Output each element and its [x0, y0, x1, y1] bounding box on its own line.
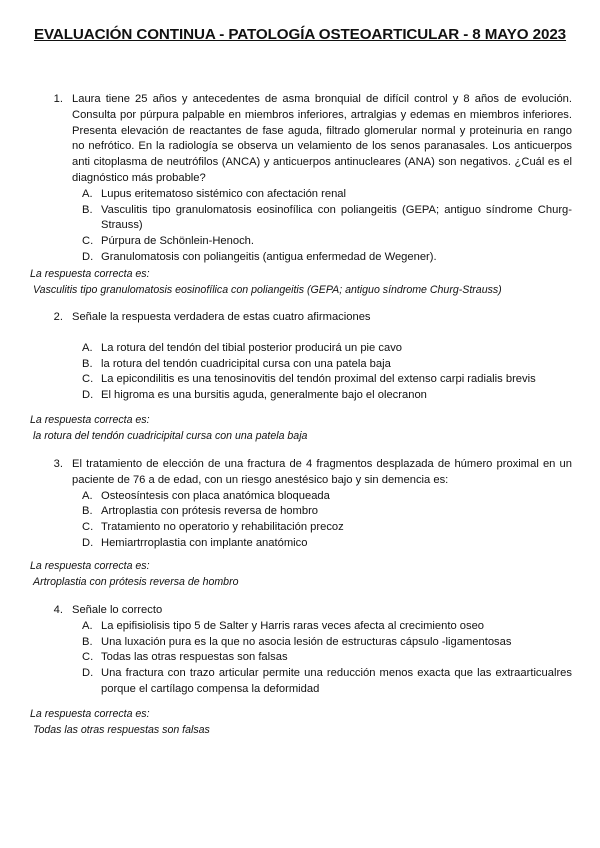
- question-stem: [30, 457, 572, 489]
- question-2: [30, 310, 572, 404]
- option-d: [82, 250, 572, 266]
- option-letter: B.: [82, 203, 93, 216]
- answer-block-2: [30, 412, 590, 444]
- answer-text: Vasculitis tipo granulomatosis eosinofílica con poliangeitis (GEPA; antiguo síndrome Churg-Strauss): [33, 284, 502, 296]
- option-text: Tratamiento no operatorio y rehabilitación precoz: [101, 521, 344, 534]
- option-letter: D.: [82, 667, 94, 680]
- question-text: El tratamiento de elección de una fractura de 4 fragmentos desplazada de húmero proximal en un paciente de 76 a de edad, con un riesgo anestésico bajo y sin demencia es:: [72, 458, 572, 486]
- option-c: [82, 520, 572, 536]
- option-letter: B.: [82, 635, 93, 648]
- option-letter: C.: [82, 651, 94, 664]
- option-letter: A.: [82, 619, 93, 632]
- option-a: [82, 187, 572, 203]
- option-c: [82, 650, 572, 666]
- question-text: Señale lo correcto: [72, 604, 163, 616]
- option-letter: D.: [82, 389, 94, 402]
- question-number: 2.: [53, 311, 63, 323]
- option-text: Hemiartrroplastia con implante anatómico: [101, 536, 308, 549]
- option-letter: C.: [82, 521, 94, 534]
- option-b: [82, 203, 572, 235]
- option-text: Vasculitis tipo granulomatosis eosinofílica con poliangeitis (GEPA; antiguo síndrome Churg-Strauss): [101, 203, 572, 232]
- options-list: [82, 619, 572, 698]
- answer-block-4: [30, 706, 590, 738]
- option-a: [82, 489, 572, 505]
- option-letter: C.: [82, 235, 94, 248]
- answer-label: La respuesta correcta es:: [30, 708, 150, 720]
- option-letter: D.: [82, 536, 94, 549]
- option-letter: A.: [82, 187, 93, 200]
- option-text: La epifisiolisis tipo 5 de Salter y Harris raras veces afecta al crecimiento oseo: [101, 619, 485, 632]
- answer-label: La respuesta correcta es:: [30, 560, 150, 572]
- option-b: [82, 504, 572, 520]
- option-text: La epicondilitis es una tenosinovitis del tendón proximal del extenso carpi radialis brevis: [101, 373, 536, 386]
- page-title: EVALUACIÓN CONTINUA - PATOLOGÍA OSTEOARTICULAR - 8 MAYO 2023: [33, 26, 567, 43]
- question-text: Señale la respuesta verdadera de estas cuatro afirmaciones: [72, 311, 371, 323]
- question-text: Laura tiene 25 años y antecedentes de asma bronquial de difícil control y 8 años de evolución. Consulta por púrpura palpable en miembros inferiores, artralgias y edemas en miembros inferiores. Presenta elevación de reactantes de fase aguda, filtrado glomerular normal y proteinuria en rango no nefrótico. En la radiología se observa un velamiento de los senos paranasales. Los anticuerpos anti citoplasma de neutrófilos (ANCA) y anticuerpos antinucleares (ANA) son negativos. ¿Cuál es el diagnóstico más probable?: [72, 93, 572, 184]
- answer-text: Artroplastia con prótesis reversa de hombro: [33, 576, 239, 588]
- options-list: [82, 187, 572, 266]
- question-number: 4.: [53, 604, 63, 616]
- question-4: [30, 603, 572, 698]
- option-d: [82, 666, 572, 698]
- options-list: [82, 489, 572, 552]
- option-text: La rotura del tendón del tibial posterior producirá un pie cavo: [101, 341, 403, 354]
- option-c: [82, 372, 572, 388]
- answer-text: la rotura del tendón cuadricipital cursa con una patela baja: [33, 430, 308, 442]
- option-letter: B.: [82, 357, 93, 370]
- option-text: la rotura del tendón cuadricipital cursa con una patela baja: [101, 357, 391, 370]
- option-text: Osteosíntesis con placa anatómica bloqueada: [101, 489, 330, 502]
- option-letter: A.: [82, 489, 93, 502]
- option-text: Una fractura con trazo articular permite una reducción menos exacta que las extraarticualres porque el cartílago compensa la deformidad: [101, 667, 572, 695]
- answer-block-3: [30, 558, 590, 590]
- question-1: [30, 92, 572, 266]
- option-letter: C.: [82, 373, 94, 386]
- question-3: [30, 457, 572, 552]
- question-number: 3.: [53, 458, 63, 470]
- answer-label: La respuesta correcta es:: [30, 268, 150, 280]
- option-letter: B.: [82, 505, 93, 518]
- question-stem: [30, 310, 572, 326]
- option-letter: A.: [82, 341, 93, 354]
- answer-text: Todas las otras respuestas son falsas: [33, 724, 210, 736]
- option-d: [82, 536, 572, 552]
- option-text: Todas las otras respuestas son falsas: [101, 651, 288, 664]
- option-c: [82, 234, 572, 250]
- option-d: [82, 388, 572, 404]
- option-text: Granulomatosis con poliangeitis (antigua enfermedad de Wegener).: [101, 250, 437, 263]
- option-text: Una luxación pura es la que no asocia lesión de estructuras cápsulo -ligamentosas: [101, 635, 512, 648]
- option-letter: D.: [82, 250, 94, 263]
- option-a: [82, 619, 572, 635]
- option-a: [82, 341, 572, 357]
- option-text: Púrpura de Schönlein-Henoch.: [101, 235, 254, 248]
- question-stem: [30, 603, 572, 619]
- options-list: [82, 341, 572, 404]
- option-b: [82, 357, 572, 373]
- option-b: [82, 635, 572, 651]
- answer-label: La respuesta correcta es:: [30, 414, 150, 426]
- option-text: Lupus eritematoso sistémico con afectación renal: [101, 187, 347, 200]
- option-text: Artroplastia con prótesis reversa de hombro: [101, 505, 319, 518]
- answer-block-1: [30, 266, 590, 298]
- question-stem: [30, 92, 572, 187]
- question-number: 1.: [53, 93, 63, 105]
- option-text: El higroma es una bursitis aguda, generalmente bajo el olecranon: [101, 389, 427, 402]
